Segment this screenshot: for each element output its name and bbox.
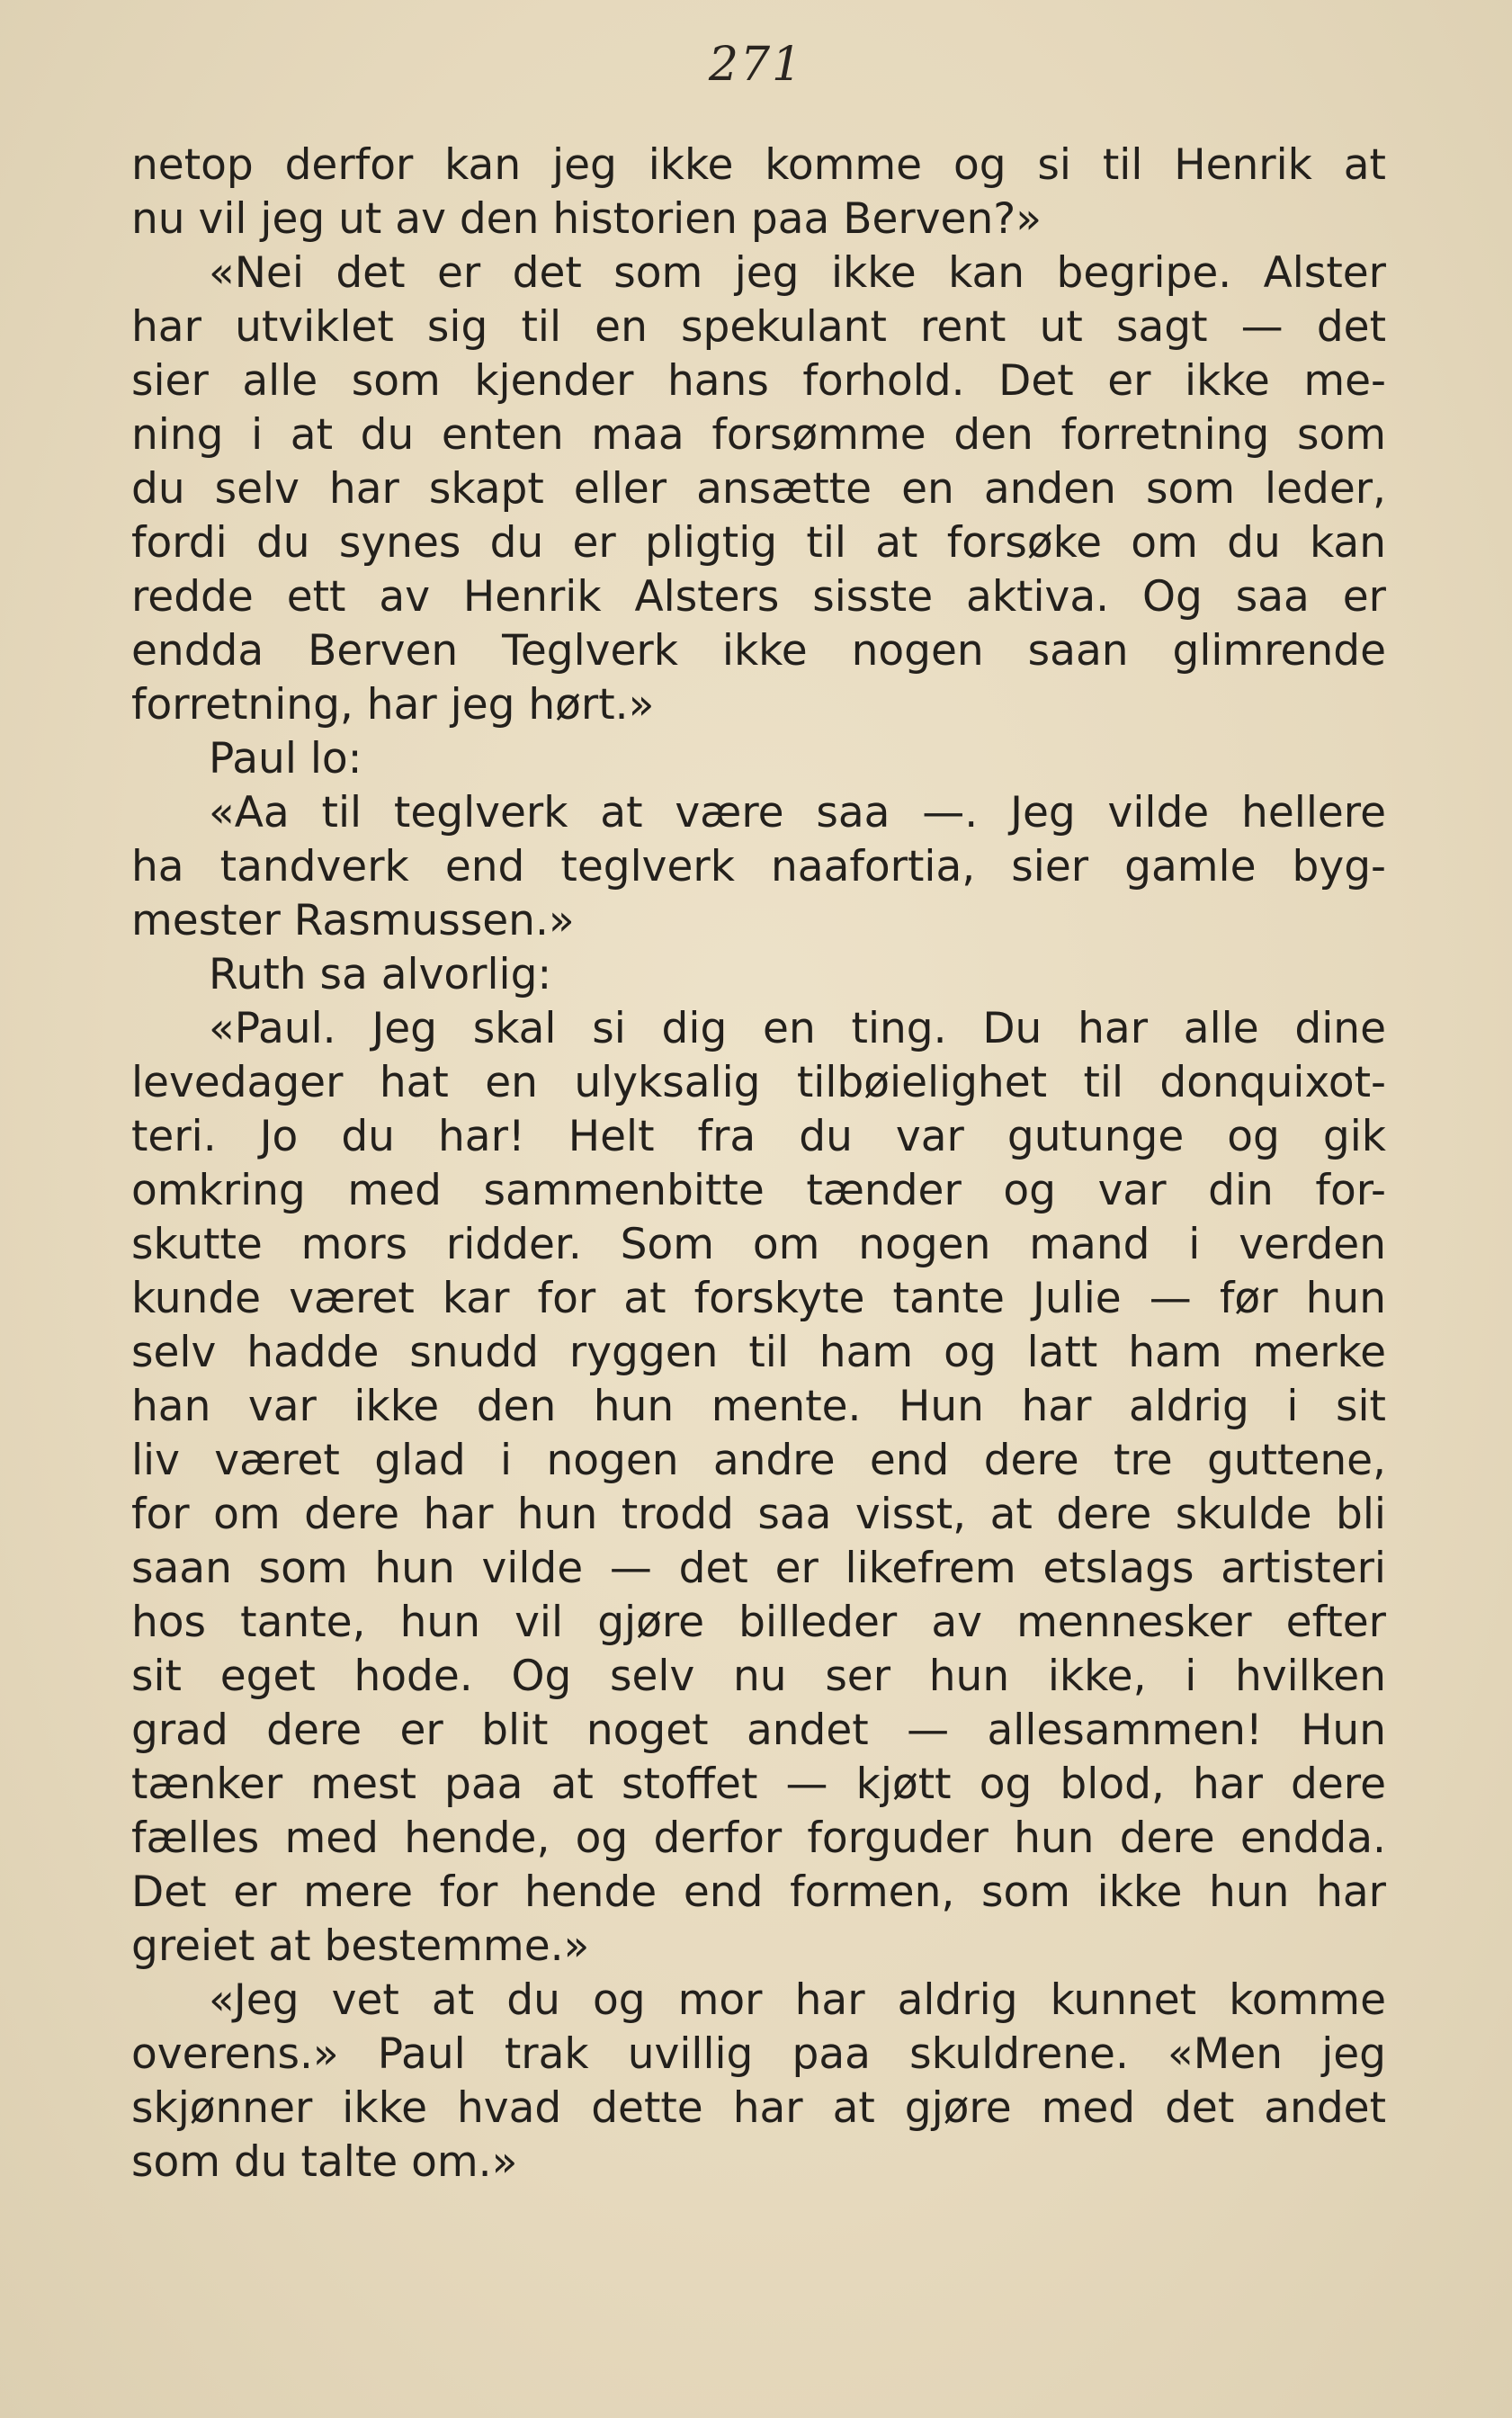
text-line: hos tante, hun vil gjøre billeder av mennesker efter [131, 1598, 1386, 1647]
text-line: Ruth sa alvorlig: [209, 950, 552, 999]
text-line: saan som hun vilde — det er likefrem etslags artisteri [131, 1544, 1386, 1593]
text-line: skutte mors ridder. Som om nogen mand i verden [131, 1220, 1386, 1269]
text-line: som du talte om.» [131, 2137, 518, 2187]
text-line: han var ikke den hun mente. Hun har aldrig i sit [131, 1382, 1386, 1431]
text-line: har utviklet sig til en spekulant rent ut sagt — det [131, 302, 1386, 352]
text-line: greiet at bestemme.» [131, 1921, 590, 1971]
text-line: Det er mere for hende end formen, som ikke hun har [131, 1867, 1386, 1917]
text-line: «Paul. Jeg skal si dig en ting. Du har alle dine [209, 1004, 1386, 1053]
text-line: ha tandverk end teglverk naafortia, sier gamle byg- [131, 842, 1386, 891]
text-line: «Nei det er det som jeg ikke kan begripe. Alster [209, 248, 1386, 298]
text-line: forretning, har jeg hørt.» [131, 680, 655, 730]
text-line: nu vil jeg ut av den historien paa Berven?» [131, 194, 1042, 244]
text-line: Paul lo: [209, 734, 362, 784]
text-line: ning i at du enten maa forsømme den forretning som [131, 410, 1386, 460]
text-line: «Jeg vet at du og mor har aldrig kunnet komme [209, 1975, 1386, 2025]
text-line: netop derfor kan jeg ikke komme og si til Henrik at [131, 140, 1386, 190]
page-number: 271 [708, 38, 804, 92]
text-line: teri. Jo du har! Helt fra du var gutunge og gik [131, 1112, 1386, 1161]
text-line: mester Rasmussen.» [131, 896, 575, 945]
text-line: tænker mest paa at stoffet — kjøtt og blod, har dere [131, 1760, 1386, 1809]
text-line: du selv har skapt eller ansætte en anden som leder, [131, 464, 1386, 514]
body-text [131, 139, 1386, 2190]
text-line: kunde været kar for at forskyte tante Julie — før hun [131, 1274, 1386, 1323]
text-line: selv hadde snudd ryggen til ham og latt ham merke [131, 1328, 1386, 1377]
text-line: sit eget hode. Og selv nu ser hun ikke, i hvilken [131, 1652, 1386, 1701]
text-line: liv været glad i nogen andre end dere tre guttene, [131, 1436, 1386, 1485]
text-line: skjønner ikke hvad dette har at gjøre med det andet [131, 2083, 1386, 2133]
text-line: redde ett av Henrik Alsters sisste aktiva. Og saa er [131, 572, 1386, 622]
text-line: sier alle som kjender hans forhold. Det er ikke me- [131, 356, 1386, 406]
text-line: grad dere er blit noget andet — allesammen! Hun [131, 1706, 1386, 1755]
text-line: «Aa til teglverk at være saa —. Jeg vilde hellere [209, 788, 1386, 837]
text-line: levedager hat en ulyksalig tilbøielighet til donquixot- [131, 1058, 1386, 1107]
text-line: fordi du synes du er pligtig til at forsøke om du kan [131, 518, 1386, 568]
text-line: overens.» Paul trak uvillig paa skuldrene. «Men jeg [131, 2029, 1386, 2079]
text-line: for om dere har hun trodd saa visst, at dere skulde bli [131, 1490, 1386, 1539]
text-line: endda Berven Teglverk ikke nogen saan glimrende [131, 626, 1386, 676]
text-line: fælles med hende, og derfor forguder hun dere endda. [131, 1814, 1386, 1863]
text-line: omkring med sammenbitte tænder og var din for- [131, 1166, 1386, 1215]
